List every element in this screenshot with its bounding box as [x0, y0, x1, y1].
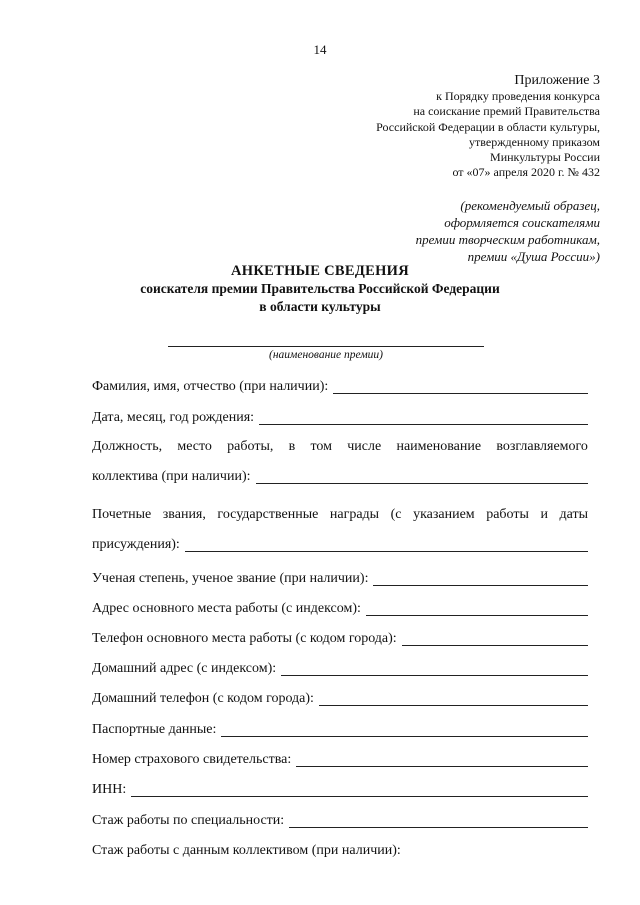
honors-label-line1: Почетные звания, государственные награды (с указанием работы и даты — [92, 507, 588, 522]
work-address-field[interactable] — [366, 601, 588, 616]
appendix-line: на соискание премий Правительства — [413, 104, 600, 119]
passport-row — [92, 720, 588, 740]
document-title — [0, 262, 640, 316]
main-title: АНКЕТНЫЕ СВЕДЕНИЯ — [230, 263, 409, 279]
degree-field[interactable] — [373, 571, 588, 586]
position-field[interactable] — [256, 469, 589, 484]
recommended-line: премии творческим работникам, — [415, 232, 600, 247]
full-name-field[interactable] — [333, 379, 588, 394]
appendix-title: Приложение 3 — [514, 73, 600, 88]
degree-label: Ученая степень, ученое звание (при наличии): — [92, 571, 369, 586]
experience-label: Стаж работы по специальности: — [92, 813, 285, 828]
appendix-line: Российской Федерации в области культуры, — [376, 119, 600, 134]
appendix-line: от «07» апреля 2020 г. № 432 — [452, 165, 600, 180]
collective-experience-row — [92, 841, 588, 861]
birth-date-field[interactable] — [259, 410, 588, 425]
insurance-field[interactable] — [296, 752, 588, 767]
home-address-field[interactable] — [281, 661, 588, 676]
position-row — [92, 437, 588, 487]
appendix-line: утвержденному приказом — [469, 134, 600, 149]
home-address-row — [92, 659, 588, 679]
home-phone-label: Домашний телефон (с кодом города): — [92, 691, 314, 706]
appendix-line: Минкультуры России — [490, 150, 600, 165]
inn-row — [92, 780, 588, 800]
work-address-label: Адрес основного места работы (с индексом): — [92, 601, 361, 616]
award-name-field[interactable] — [168, 346, 484, 347]
recommended-note — [300, 197, 600, 265]
insurance-row — [92, 750, 588, 770]
full-name-row — [92, 377, 588, 397]
degree-row — [92, 569, 588, 589]
recommended-line: (рекомендуемый образец, — [460, 198, 600, 213]
work-address-row — [92, 599, 588, 619]
insurance-label: Номер страхового свидетельства: — [92, 752, 292, 767]
experience-row — [92, 811, 588, 831]
honors-row — [92, 505, 588, 555]
position-label-line1: Должность, место работы, в том числе наименование возглавляемого — [92, 439, 588, 454]
recommended-line: оформляется соискателями — [444, 215, 600, 230]
honors-field[interactable] — [185, 537, 588, 552]
recommended-line: премии «Душа России») — [467, 249, 600, 264]
work-phone-row — [92, 629, 588, 649]
home-address-label: Домашний адрес (с индексом): — [92, 661, 277, 676]
home-phone-row — [92, 689, 588, 709]
appendix-header — [300, 72, 600, 181]
page-number: 14 — [313, 42, 327, 57]
passport-label: Паспортные данные: — [92, 722, 217, 737]
birth-date-row — [92, 408, 588, 428]
award-name-caption: (наименование премии) — [268, 349, 384, 361]
subtitle-line: соискателя премии Правительства Российской Федерации — [140, 281, 500, 296]
work-phone-field[interactable] — [402, 631, 588, 646]
honors-label-line2: присуждения): — [92, 537, 180, 552]
work-phone-label: Телефон основного места работы (с кодом города): — [92, 631, 397, 646]
home-phone-field[interactable] — [319, 691, 588, 706]
experience-field[interactable] — [289, 813, 588, 828]
appendix-line: к Порядку проведения конкурса — [436, 89, 600, 103]
collective-experience-label: Стаж работы с данным коллективом (при наличии): — [92, 843, 401, 858]
full-name-label: Фамилия, имя, отчество (при наличии): — [92, 379, 329, 394]
passport-field[interactable] — [221, 722, 588, 737]
inn-label: ИНН: — [92, 782, 127, 797]
subtitle-line: в области культуры — [259, 299, 381, 314]
inn-field[interactable] — [131, 782, 588, 797]
position-label-line2: коллектива (при наличии): — [92, 469, 251, 484]
birth-date-label: Дата, месяц, год рождения: — [92, 410, 255, 425]
